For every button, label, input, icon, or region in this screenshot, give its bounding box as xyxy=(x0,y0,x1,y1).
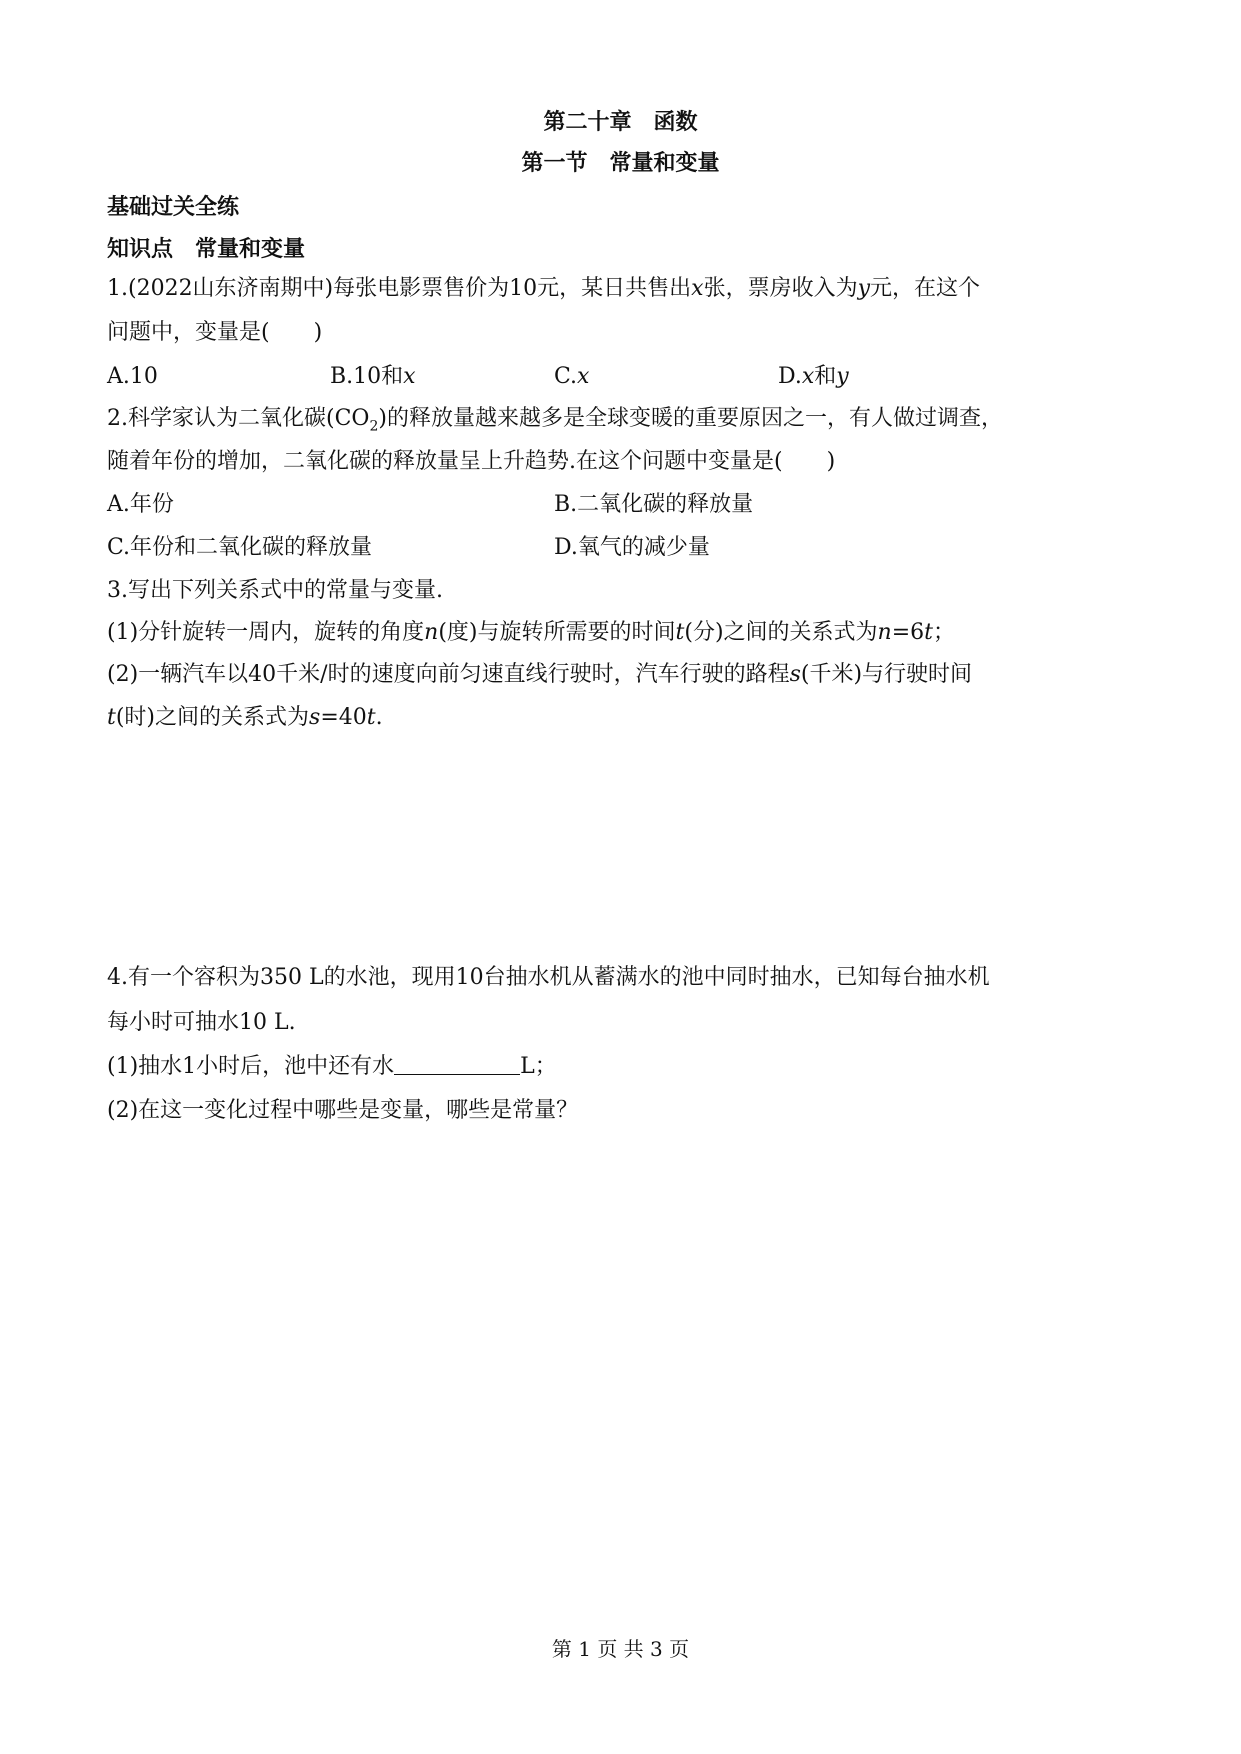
q2-stem-line1: 2.科学家认为二氧化碳$(CO_2)$的释放量越来越多是全球变暖的重要原因之一，有人做过调查， xyxy=(107,406,1003,435)
q4-stem-line2: 每小时可抽水10 L. xyxy=(107,1010,296,1035)
q1-option-c: C.x xyxy=(554,364,590,389)
q1-option-a: A.10 xyxy=(107,364,158,389)
q3-stem: 3.写出下列关系式中的常量与变量. xyxy=(107,578,443,603)
q2-option-a: A.年份 xyxy=(107,492,174,517)
q1-option-d: D.x和y xyxy=(778,364,849,389)
q4-part2: (2)在这一变化过程中哪些是变量，哪些是常量？ xyxy=(107,1098,579,1123)
q3-part1: (1)分针旋转一周内，旋转的角度n(度)与旋转所需要的时间t(分)之间的关系式为n=6t； xyxy=(107,620,955,645)
q1-stem-line1: 1.(2022山东济南期中)每张电影票售价为10元，某日共售出x张，票房收入为y元，在这个 xyxy=(107,276,981,301)
q4-stem-line1: 4.有一个容积为350 L的水池，现用10台抽水机从蓄满水的池中同时抽水，已知每台抽水机 xyxy=(107,965,990,990)
section-title: 第一节 常量和变量 xyxy=(521,150,720,176)
q4-part1: (1)抽水1小时后，池中还有水 L； xyxy=(107,1054,557,1079)
page-footer: 第 1 页 共 3 页 xyxy=(551,1637,690,1661)
q2-stem-line2: 随着年份的增加，二氧化碳的释放量呈上升趋势.在这个问题中变量是( ) xyxy=(107,449,836,474)
q1-stem-line2: 问题中，变量是( ) xyxy=(107,320,323,345)
q1-option-b: B.10和x xyxy=(330,364,416,389)
q2-option-c: C.年份和二氧化碳的释放量 xyxy=(107,535,373,560)
q3-part2-line1: (2)一辆汽车以40千米/时的速度向前匀速直线行驶时，汽车行驶的路程s(千米)与行驶时间 xyxy=(107,662,973,687)
answer-blank[interactable] xyxy=(394,1054,520,1075)
q2-option-d: D.氧气的减少量 xyxy=(554,535,710,560)
q2-option-b: B.二氧化碳的释放量 xyxy=(554,492,754,517)
practice-label: 基础过关全练 xyxy=(107,194,240,220)
knowledge-point-label: 知识点 常量和变量 xyxy=(107,236,306,262)
q3-part2-line2: t(时)之间的关系式为s=40t. xyxy=(107,705,383,730)
chapter-title: 第二十章 函数 xyxy=(543,109,698,135)
